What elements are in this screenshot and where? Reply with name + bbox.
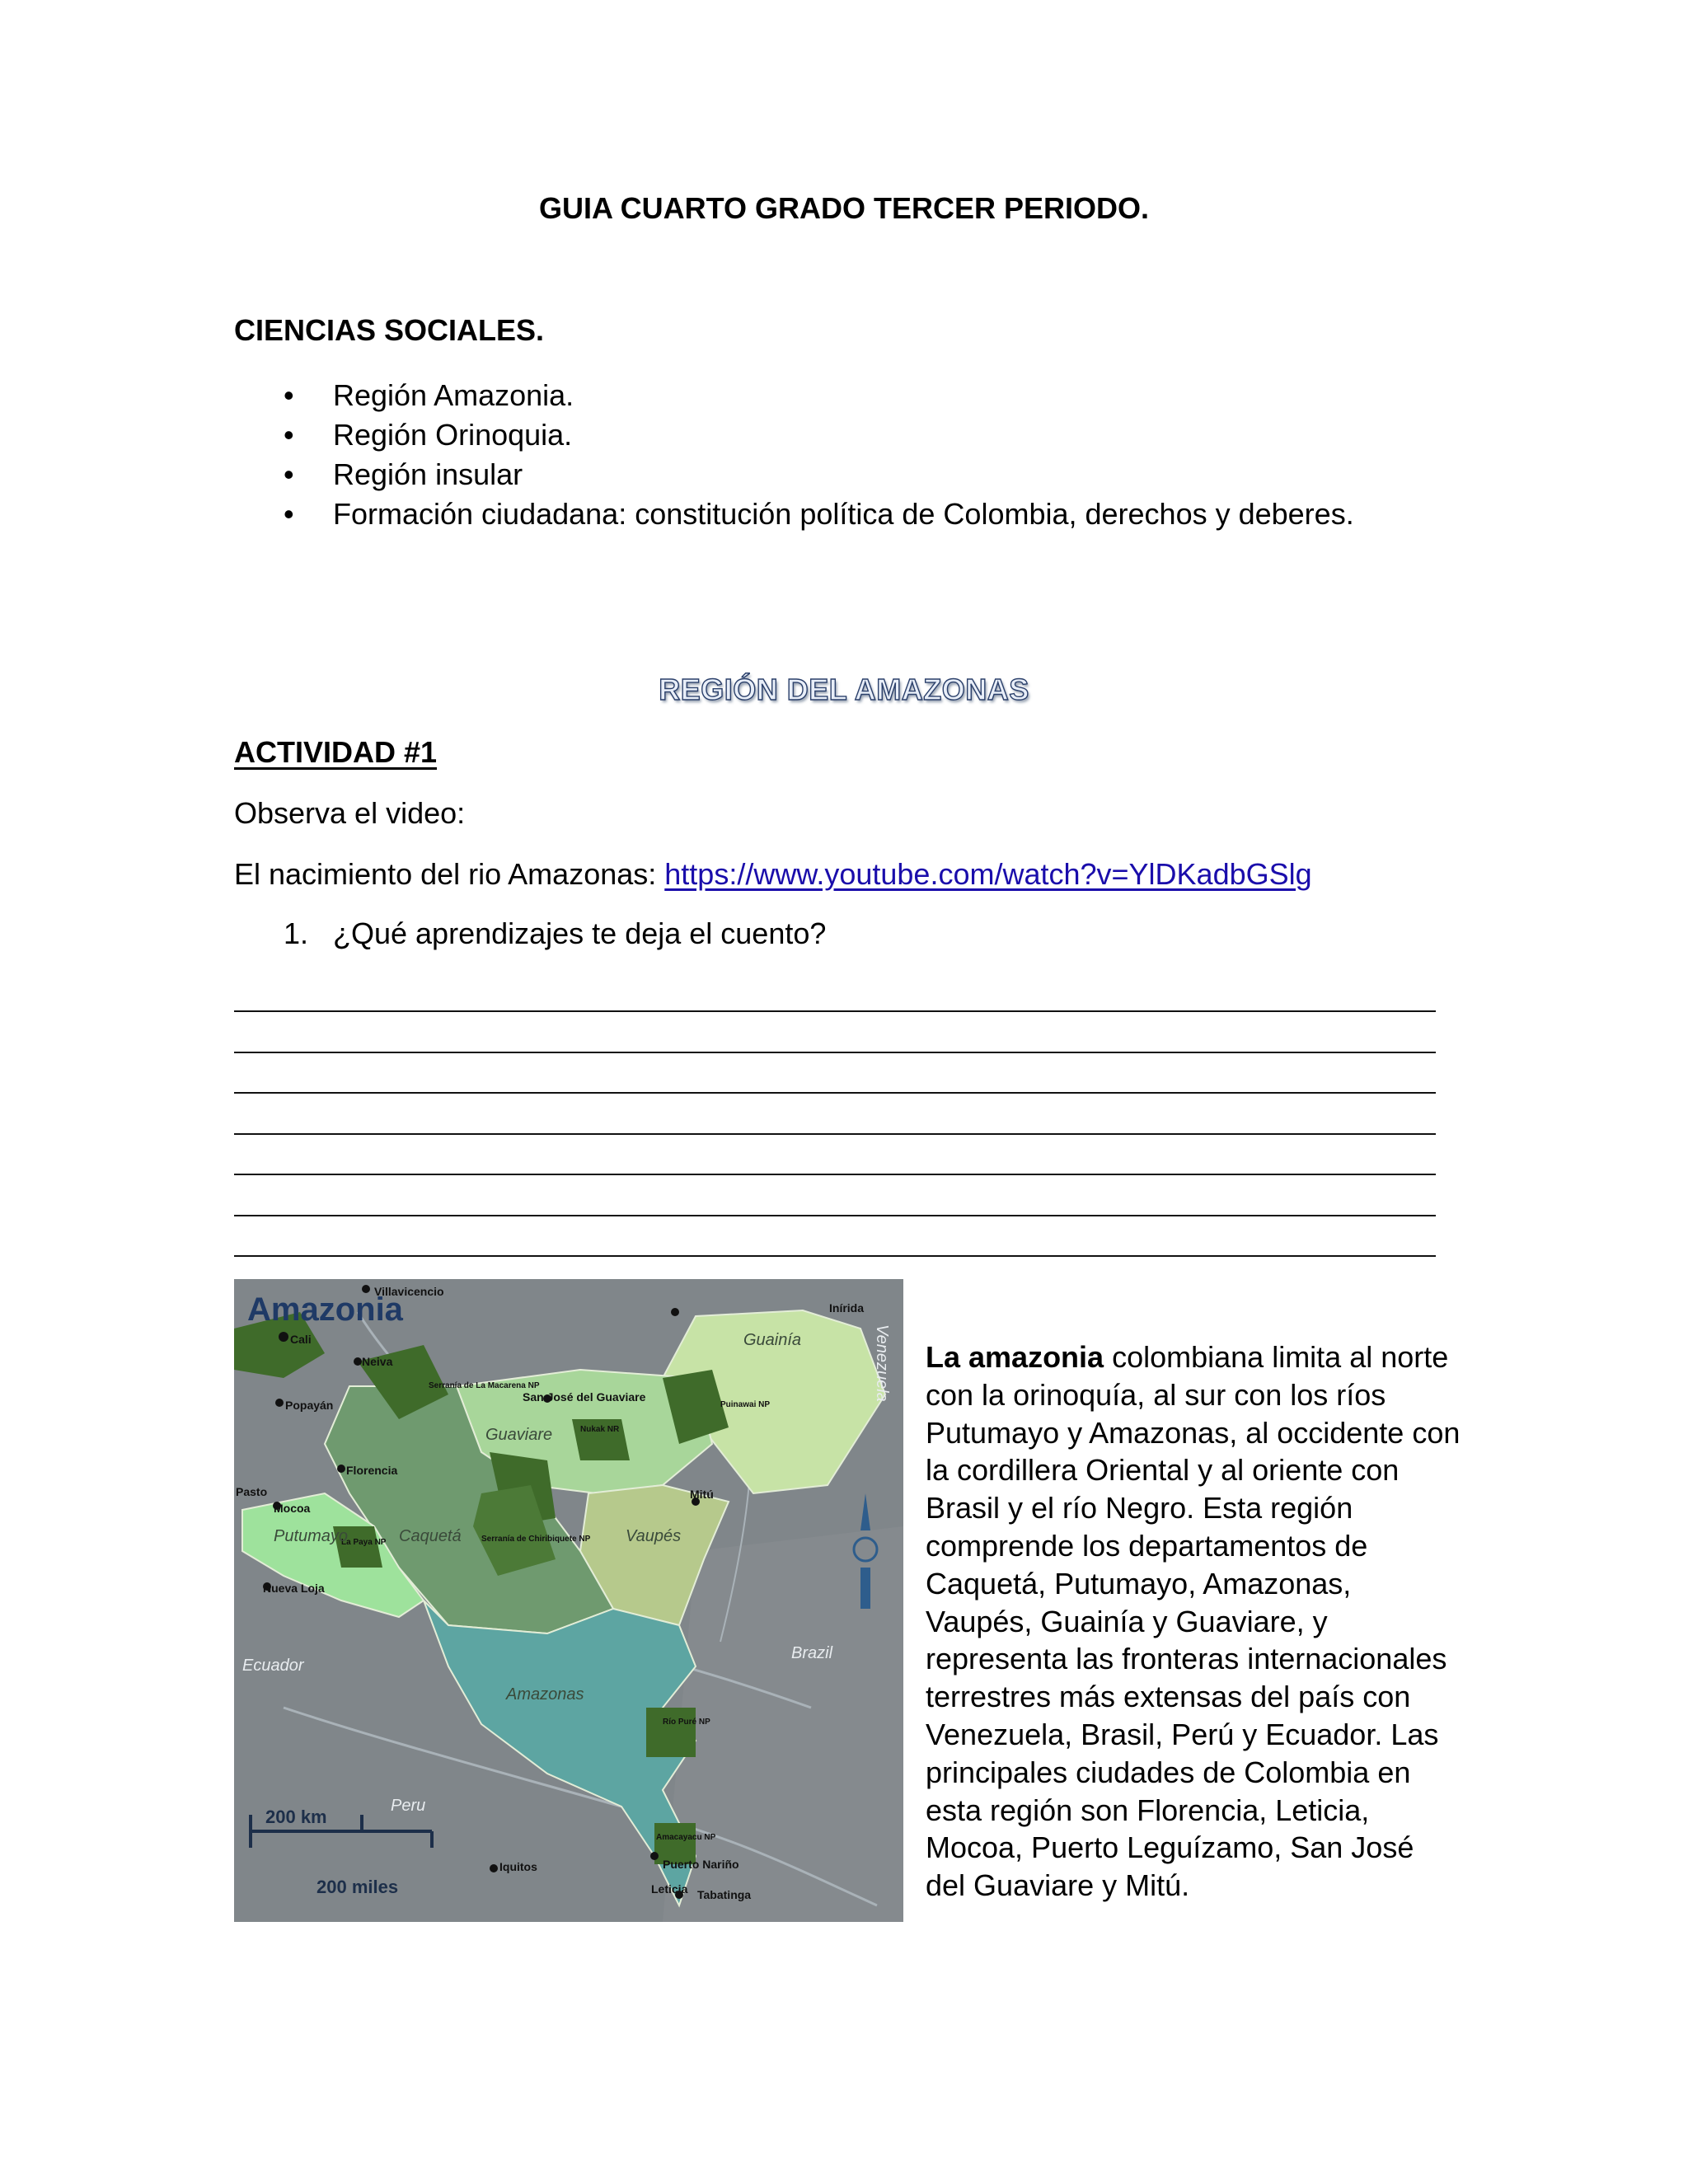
region-heading: REGIÓN DEL AMAZONAS	[659, 673, 1029, 706]
map-label: Puerto Nariño	[663, 1858, 739, 1871]
paragraph-bold: La amazonia	[926, 1340, 1104, 1374]
map-label: Iquitos	[499, 1860, 537, 1873]
map-label: La Paya NP	[341, 1538, 387, 1547]
map-label: Villavicencio	[374, 1285, 444, 1298]
answer-line[interactable]	[234, 1174, 1436, 1175]
map-label: Nukak NR	[580, 1425, 620, 1434]
map-label: Cali	[290, 1333, 312, 1346]
paragraph-text: colombiana limita al norte con la orinoquía, al sur con los ríos Putumayo y Amazonas, al occidente con la cordillera Oriental y al oriente con Brasil y el río Negro. Esta región comprende los departamentos de Caquetá, Putumayo, Amazonas, Vaupés, Guainía y Guaviare, y representa las fronteras internacionales terrestres más extensas del país con Venezuela, Brasil, Perú y Ecuador. Las principales ciudades de Colombia en esta región son Florencia, Leticia, Mocoa, Puerto Leguízamo, San José del Guaviare y Mitú.	[926, 1340, 1461, 1903]
map-label: Serranía de Chiribiquete NP	[481, 1535, 591, 1544]
answer-line[interactable]	[234, 1215, 1436, 1216]
map-label: Inírida	[829, 1301, 865, 1315]
question-text: ¿Qué aprendizajes te deja el cuento?	[333, 916, 827, 950]
topic-item: • Región insular	[234, 455, 1354, 494]
map-label: Vaupés	[626, 1527, 682, 1545]
answer-line[interactable]	[234, 1052, 1436, 1053]
question-number: 1.	[284, 916, 309, 950]
map-label: Neiva	[362, 1355, 393, 1368]
map-label: Putumayo	[274, 1527, 349, 1545]
map-label: Leticia	[651, 1882, 688, 1896]
answer-line[interactable]	[234, 1133, 1436, 1135]
topic-item: • Región Orinoquia.	[234, 415, 1354, 455]
map-label: Nueva Loja	[263, 1582, 325, 1595]
video-label: El nacimiento del rio Amazonas:	[234, 857, 665, 891]
map-label: Mocoa	[274, 1502, 311, 1515]
topic-item: • Formación ciudadana: constitución política de Colombia, derechos y deberes.	[234, 494, 1354, 534]
map-label: Amacayacu NP	[656, 1833, 716, 1842]
map-label: Guainía	[743, 1331, 802, 1349]
map-title: Amazonia	[247, 1291, 403, 1328]
map-label: Tabatinga	[697, 1888, 752, 1901]
map-label: Amazonas	[506, 1685, 584, 1704]
map-label: Mitú	[690, 1488, 714, 1501]
map-label: Guaviare	[485, 1426, 553, 1444]
map-label: Popayán	[285, 1399, 334, 1412]
topic-item: • Región Amazonia.	[234, 376, 1354, 415]
scale-miles-label: 200 miles	[316, 1877, 399, 1897]
answer-line[interactable]	[234, 1092, 1436, 1094]
map-label: Serranía de La Macarena NP	[429, 1381, 540, 1390]
map-label: Venezuela	[873, 1324, 891, 1402]
answer-line[interactable]	[234, 1010, 1436, 1012]
amazonia-map	[234, 1279, 903, 1922]
activity-heading: ACTIVIDAD #1	[234, 735, 438, 769]
map-label: Peru	[391, 1797, 426, 1815]
map-label: Río Puré NP	[663, 1718, 710, 1727]
map-label: Pasto	[236, 1485, 268, 1498]
map-label: Brazil	[791, 1644, 833, 1662]
map-label: San José del Guaviare	[523, 1390, 646, 1404]
amazonia-description	[926, 1338, 1461, 1905]
subject-heading: CIENCIAS SOCIALES.	[234, 313, 545, 347]
question-1	[284, 916, 826, 951]
map-label: Florencia	[346, 1464, 398, 1477]
instruction-text: Observa el video:	[234, 796, 466, 830]
map-label: Caquetá	[399, 1527, 462, 1545]
map-label: Ecuador	[242, 1657, 304, 1675]
video-reference	[234, 857, 1312, 892]
scale-km-label: 200 km	[265, 1807, 327, 1827]
document-title: GUIA CUARTO GRADO TERCER PERIODO.	[538, 191, 1150, 225]
answer-line[interactable]	[234, 1255, 1436, 1257]
topic-list	[234, 376, 1354, 534]
map-label: Puinawai NP	[720, 1400, 771, 1409]
video-link[interactable]: https://www.youtube.com/watch?v=YlDKadbGSlg	[664, 857, 1312, 891]
